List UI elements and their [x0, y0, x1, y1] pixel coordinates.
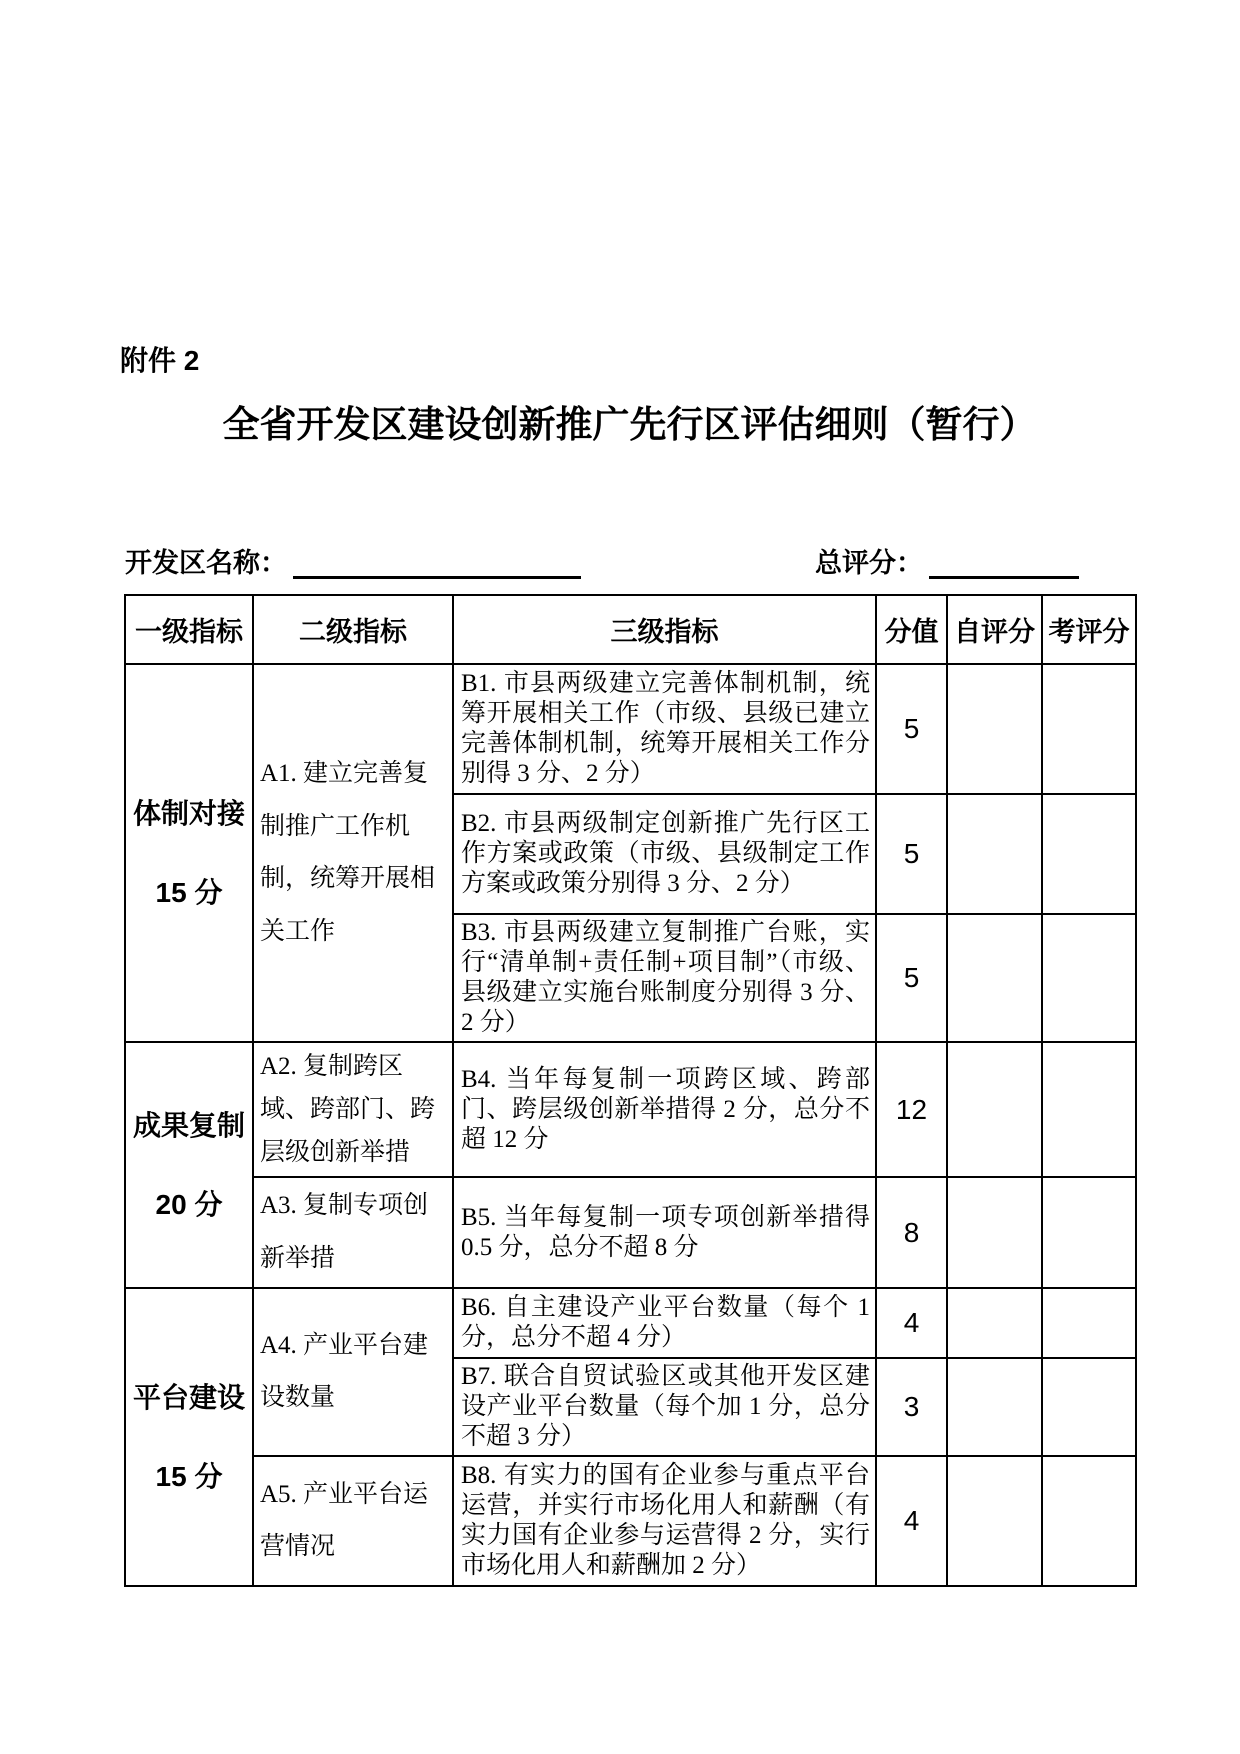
self-score-cell-b4	[947, 1042, 1042, 1177]
table-row-b6	[125, 1288, 1136, 1358]
evaluation-table	[124, 594, 1137, 1587]
level1-cell-tizhiduijie	[125, 664, 253, 1042]
table-row-b1	[125, 664, 1136, 794]
points-cell-b5: 8	[876, 1177, 947, 1288]
level1-score: 20 分	[155, 1188, 223, 1220]
self-score-cell-b1	[947, 664, 1042, 794]
table-row-b8	[125, 1456, 1136, 1586]
column-header-self-score: 自评分	[947, 595, 1042, 664]
level3-cell-b5: B5. 当年每复制一项专项创新举措得 0.5 分，总分不超 8 分	[453, 1177, 876, 1288]
table-header-row	[125, 595, 1136, 664]
zone-name-blank-field	[293, 552, 581, 579]
self-score-cell-b8	[947, 1456, 1042, 1586]
review-score-cell-b6	[1042, 1288, 1136, 1358]
self-score-cell-b2	[947, 794, 1042, 914]
level2-cell-a4: A4. 产业平台建设数量	[253, 1288, 453, 1456]
points-cell-b1: 5	[876, 664, 947, 794]
level1-name: 体制对接	[132, 797, 245, 829]
self-score-cell-b7	[947, 1358, 1042, 1456]
review-score-cell-b2	[1042, 794, 1136, 914]
self-score-cell-b5	[947, 1177, 1042, 1288]
level3-cell-b2: B2. 市县两级制定创新推广先行区工作方案或政策（市级、县级制定工作方案或政策分别得 3 分、2 分）	[453, 794, 876, 914]
points-cell-b6: 4	[876, 1288, 947, 1358]
document-title: 全省开发区建设创新推广先行区评估细则（暂行）	[222, 404, 1037, 445]
level3-cell-b1: B1. 市县两级建立完善体制机制，统筹开展相关工作（市级、县级已建立完善体制机制，统筹开展相关工作分别得 3 分、2 分）	[453, 664, 876, 794]
level1-score: 15 分	[155, 1460, 223, 1492]
column-header-level1: 一级指标	[125, 595, 253, 664]
zone-name-field-group	[125, 541, 581, 580]
level1-cell-chengguofuzhi	[125, 1042, 253, 1288]
level2-cell-a5: A5. 产业平台运营情况	[253, 1456, 453, 1586]
review-score-cell-b1	[1042, 664, 1136, 794]
level3-cell-b6: B6. 自主建设产业平台数量（每个 1 分，总分不超 4 分）	[453, 1288, 876, 1358]
level1-score: 15 分	[155, 876, 223, 908]
attachment-label: 附件 2	[120, 345, 200, 376]
review-score-cell-b3	[1042, 914, 1136, 1042]
column-header-review-score: 考评分	[1042, 595, 1136, 664]
points-cell-b2: 5	[876, 794, 947, 914]
level3-cell-b4: B4. 当年每复制一项跨区域、跨部门、跨层级创新举措得 2 分，总分不超 12 分	[453, 1042, 876, 1177]
level1-name: 成果复制	[132, 1109, 245, 1141]
total-score-field-group	[815, 541, 1079, 580]
level2-cell-a1: A1. 建立完善复制推广工作机制，统筹开展相关工作	[253, 664, 453, 1042]
level3-cell-b7: B7. 联合自贸试验区或其他开发区建设产业平台数量（每个加 1 分，总分不超 3 分）	[453, 1358, 876, 1456]
review-score-cell-b7	[1042, 1358, 1136, 1456]
zone-name-label: 开发区名称：	[125, 548, 287, 578]
points-cell-b4: 12	[876, 1042, 947, 1177]
column-header-points: 分值	[876, 595, 947, 664]
level2-cell-a3: A3. 复制专项创新举措	[253, 1177, 453, 1288]
review-score-cell-b8	[1042, 1456, 1136, 1586]
points-cell-b8: 4	[876, 1456, 947, 1586]
points-cell-b7: 3	[876, 1358, 947, 1456]
level3-cell-b8: B8. 有实力的国有企业参与重点平台运营，并实行市场化用人和薪酬（有实力国有企业参与运营得 2 分，实行市场化用人和薪酬加 2 分）	[453, 1456, 876, 1586]
level1-cell-pingtaijianshe	[125, 1288, 253, 1586]
review-score-cell-b5	[1042, 1177, 1136, 1288]
table-row-b5	[125, 1177, 1136, 1288]
self-score-cell-b6	[947, 1288, 1042, 1358]
total-score-blank-field	[929, 552, 1079, 579]
review-score-cell-b4	[1042, 1042, 1136, 1177]
column-header-level3: 三级指标	[453, 595, 876, 664]
total-score-label: 总评分：	[815, 548, 923, 578]
level1-name: 平台建设	[132, 1381, 245, 1413]
points-cell-b3: 5	[876, 914, 947, 1042]
level2-cell-a2: A2. 复制跨区域、跨部门、跨层级创新举措	[253, 1042, 453, 1177]
table-row-b4	[125, 1042, 1136, 1177]
level3-cell-b3: B3. 市县两级建立复制推广台账，实行“清单制+责任制+项目制”（市级、县级建立实施台账制度分别得 3 分、2 分）	[453, 914, 876, 1042]
self-score-cell-b3	[947, 914, 1042, 1042]
column-header-level2: 二级指标	[253, 595, 453, 664]
